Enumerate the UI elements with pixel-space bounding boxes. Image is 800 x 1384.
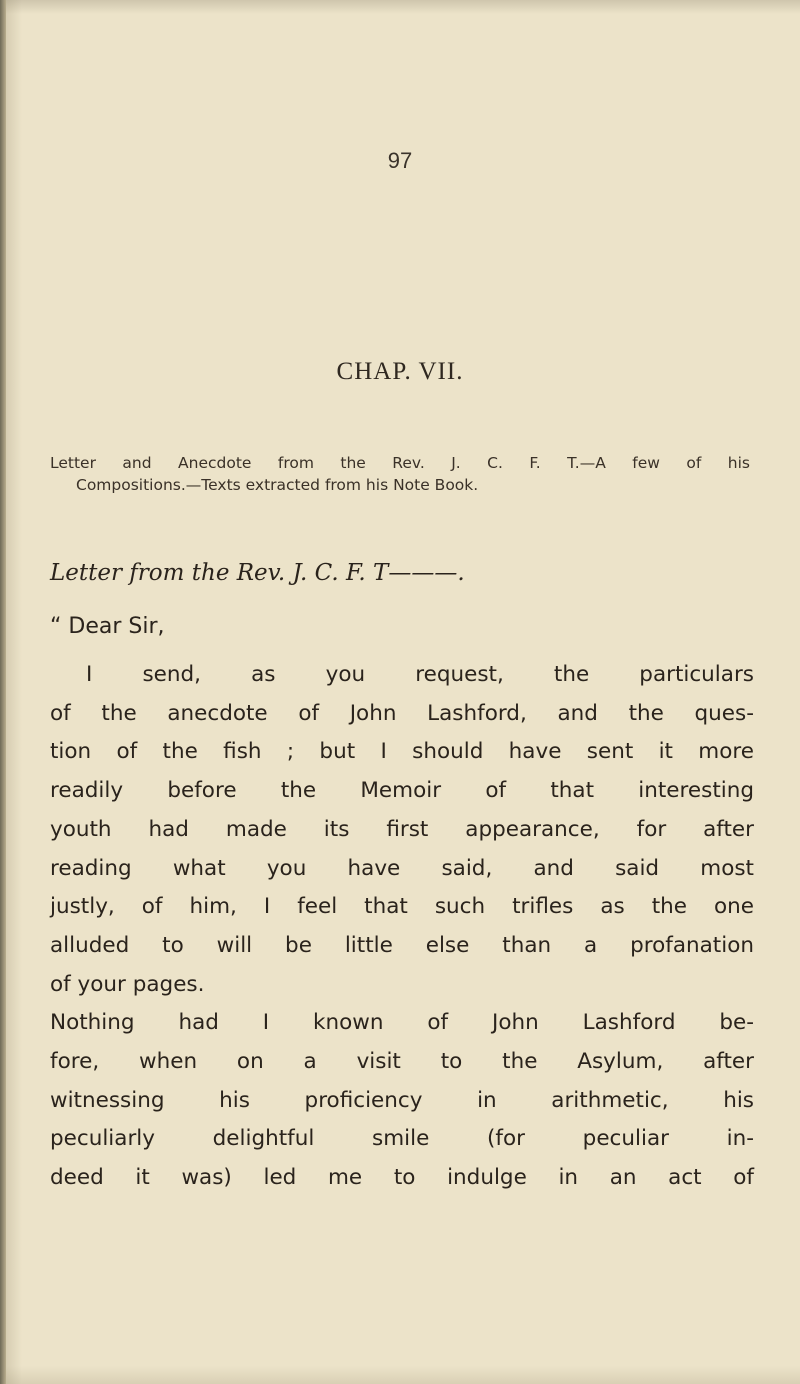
text-line: peculiarly delightful smile (for peculiar in- <box>50 1126 754 1152</box>
text-line: reading what you have said, and said most <box>50 855 754 881</box>
page-binding-edge <box>0 0 6 1384</box>
text-line: tion of the fish ; but I should have sent it more <box>50 739 754 765</box>
chapter-summary-line: Compositions.—Texts extracted from his Note Book. <box>76 476 479 494</box>
text-line: deed it was) led me to indulge in an act of <box>50 1165 754 1191</box>
letter-heading: Letter from the Rev. J. C. F. T———. <box>50 560 465 586</box>
text-line: witnessing his proficiency in arithmetic, his <box>50 1087 754 1113</box>
text-line: of your pages. <box>50 971 205 997</box>
text-line: of the anecdote of John Lashford, and the ques- <box>50 700 754 726</box>
text-line: fore, when on a visit to the Asylum, after <box>50 1049 754 1075</box>
text-line: youth had made its first appearance, for after <box>50 816 754 842</box>
page-number: 97 <box>387 148 413 173</box>
chapter-title: CHAP. VII. <box>336 358 464 385</box>
chapter-summary-line: Letter and Anecdote from the Rev. J. C. F. T.—A few of his <box>50 454 750 472</box>
text-line: I send, as you request, the particulars <box>86 662 754 687</box>
text-line: alluded to will be little else than a profanation <box>50 932 754 958</box>
letter-body <box>50 656 754 1198</box>
letter-salutation: “ Dear Sir, <box>50 614 165 639</box>
text-line: Nothing had I known of John Lashford be- <box>50 1010 754 1036</box>
chapter-summary <box>50 452 750 496</box>
text-line: readily before the Memoir of that interesting <box>50 778 754 804</box>
text-line: justly, of him, I feel that such trifles as the one <box>50 894 754 920</box>
